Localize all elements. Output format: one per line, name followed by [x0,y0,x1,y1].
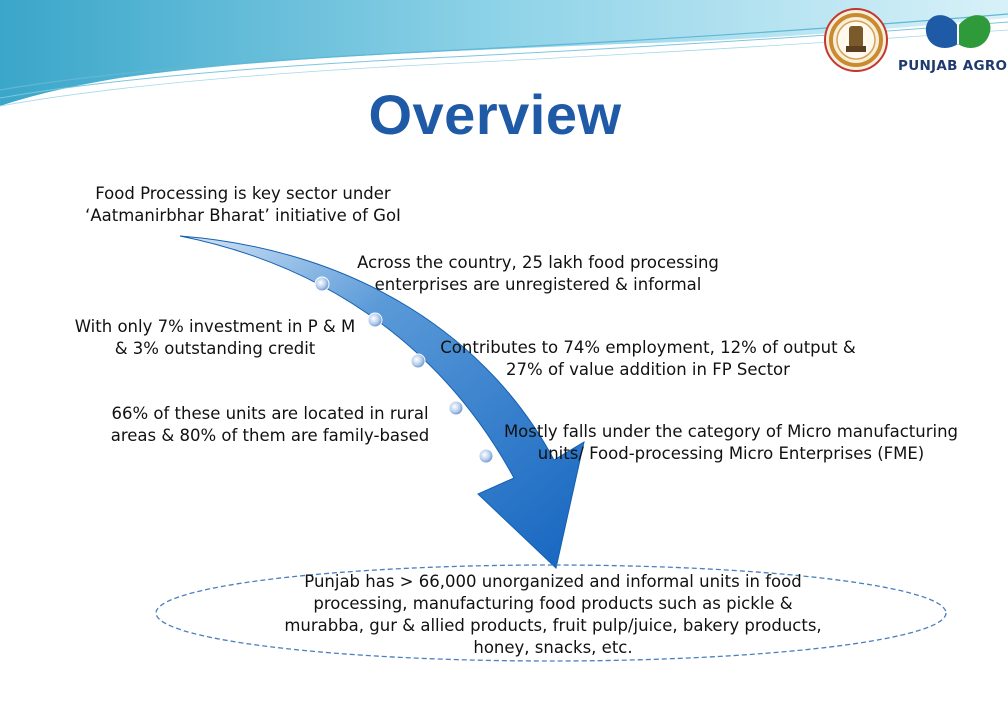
point-line: With only 7% investment in P & M [74,317,356,336]
point-investment [40,316,390,360]
conclusion-line: murabba, gur & allied products, fruit pulp/juice, bakery products, [284,616,822,635]
point-line: Contributes to 74% employment, 12% of output & [440,338,856,357]
point-line: Food Processing is key sector under [95,184,391,203]
point-unregistered [318,252,758,296]
conclusion-text [253,571,853,659]
point-key-sector [60,183,426,227]
point-line: & 3% outstanding credit [114,339,316,358]
point-micro [488,421,974,465]
conclusion-line: processing, manufacturing food products such as pickle & [313,594,793,613]
point-line: areas & 80% of them are family-based [110,426,430,445]
point-line: Mostly falls under the category of Micro manufacturing [503,422,959,441]
conclusion-line: Punjab has > 66,000 unorganized and informal units in food [304,572,802,591]
point-line: 27% of value addition in FP Sector [506,360,790,379]
point-line: ‘Aatmanirbhar Bharat’ initiative of GoI [85,206,401,225]
point-line: Across the country, 25 lakh food processing [357,253,719,272]
point-line: 66% of these units are located in rural [111,404,429,423]
brand-name: PUNJAB AGRO [898,58,1008,74]
government-emblem-icon [825,9,887,71]
point-employment [418,337,878,381]
point-rural [90,403,450,447]
bullet-dot-icon [449,401,463,415]
page-title: Overview [368,83,622,146]
conclusion-line: honey, snacks, etc. [473,638,633,657]
point-line: units/ Food-processing Micro Enterprises (FME) [537,444,925,463]
point-line: enterprises are unregistered & informal [374,275,702,294]
